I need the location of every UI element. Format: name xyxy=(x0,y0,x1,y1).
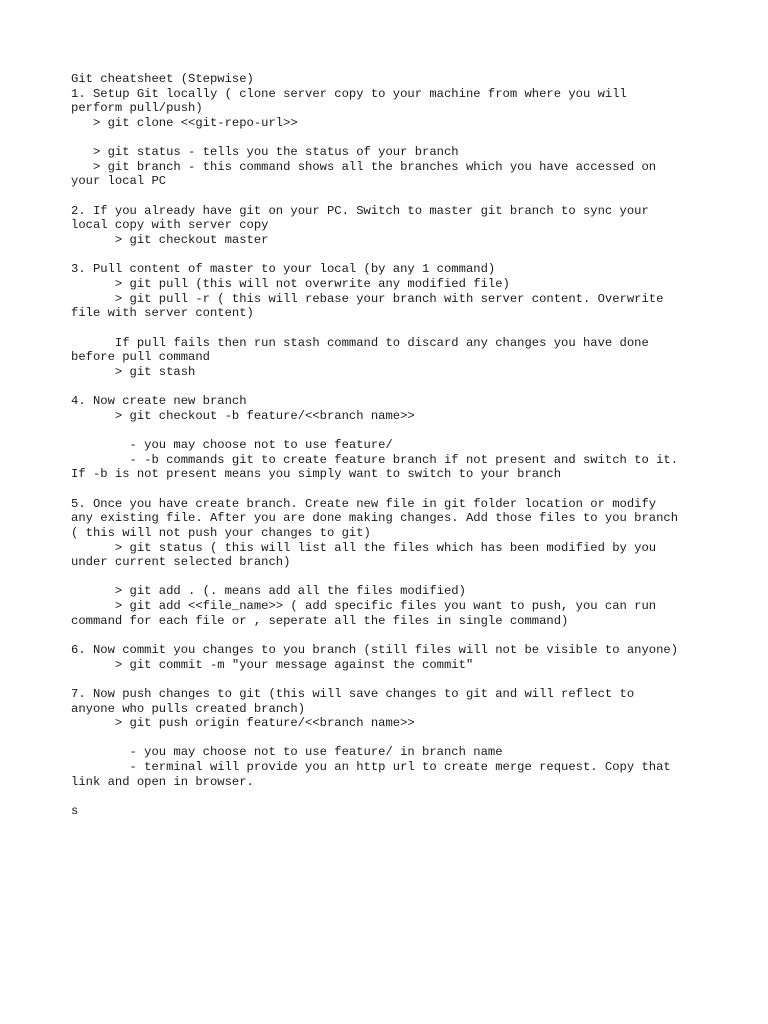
document-line: > git clone <<git-repo-url>> xyxy=(71,115,298,130)
document-line: > git checkout -b feature/<<branch name>> xyxy=(71,408,415,423)
document-line: If pull fails then run stash command to discard any changes you have done xyxy=(71,335,649,350)
document-body xyxy=(71,72,711,819)
document-line xyxy=(71,672,711,687)
document-line: - you may choose not to use feature/ xyxy=(71,438,393,453)
document-line xyxy=(71,628,711,643)
document-line xyxy=(71,248,711,263)
document-line: > git commit -m "your message against the commit" xyxy=(71,657,474,672)
document-line: 2. If you already have git on your PC. Switch to master git branch to sync your xyxy=(71,203,649,218)
document-line: perform pull/push) xyxy=(71,101,203,116)
document-line: 1. Setup Git locally ( clone server copy to your machine from where you will xyxy=(71,86,627,101)
document-line: Git cheatsheet (Stepwise) xyxy=(71,72,254,86)
document-line xyxy=(71,731,711,746)
document-line xyxy=(71,321,711,336)
document-line: 5. Once you have create branch. Create new file in git folder location or modify xyxy=(71,496,657,511)
document-line: > git add . (. means add all the files modified) xyxy=(71,584,466,599)
document-line: 6. Now commit you changes to you branch (still files will not be visible to anyone) xyxy=(71,642,679,657)
document-line xyxy=(71,482,711,497)
document-line: any existing file. After you are done making changes. Add those files to you branch xyxy=(71,511,679,526)
document-line: > git push origin feature/<<branch name>> xyxy=(71,716,415,731)
document-line xyxy=(71,423,711,438)
document-line: > git stash xyxy=(71,364,196,379)
document-line: s xyxy=(71,804,79,819)
document-line xyxy=(71,379,711,394)
document-line: > git status - tells you the status of your branch xyxy=(71,145,459,160)
document-line: local copy with server copy xyxy=(71,218,269,233)
document-line: 3. Pull content of master to your local (by any 1 command) xyxy=(71,262,496,277)
document-line: > git status ( this will list all the files which has been modified by you xyxy=(71,540,657,555)
document-line: - you may choose not to use feature/ in branch name xyxy=(71,745,503,760)
document-line xyxy=(71,570,711,585)
document-line xyxy=(71,789,711,804)
document-line: ( this will not push your changes to git) xyxy=(71,525,371,540)
document-line: file with server content) xyxy=(71,306,254,321)
document-line: - terminal will provide you an http url to create merge request. Copy that xyxy=(71,760,671,775)
document-line: before pull command xyxy=(71,350,210,365)
document-line: If -b is not present means you simply want to switch to your branch xyxy=(71,467,562,482)
document-line: 4. Now create new branch xyxy=(71,394,247,409)
document-line: > git checkout master xyxy=(71,233,269,248)
document-line xyxy=(71,131,711,146)
document-line xyxy=(71,189,711,204)
document-line: - -b commands git to create feature branch if not present and switch to it. xyxy=(71,452,679,467)
document-line: > git pull -r ( this will rebase your branch with server content. Overwrite xyxy=(71,291,664,306)
document-line: your local PC xyxy=(71,174,167,189)
document-line: 7. Now push changes to git (this will save changes to git and will reflect to xyxy=(71,686,635,701)
document-line: > git add <<file_name>> ( add specific files you want to push, you can run xyxy=(71,599,657,614)
document-line: under current selected branch) xyxy=(71,555,291,570)
document-line: > git branch - this command shows all the branches which you have accessed on xyxy=(71,159,657,174)
document-line: link and open in browser. xyxy=(71,774,254,789)
document-line: command for each file or , seperate all the files in single command) xyxy=(71,613,569,628)
document-line: > git pull (this will not overwrite any modified file) xyxy=(71,276,510,291)
document-line: anyone who pulls created branch) xyxy=(71,701,306,716)
